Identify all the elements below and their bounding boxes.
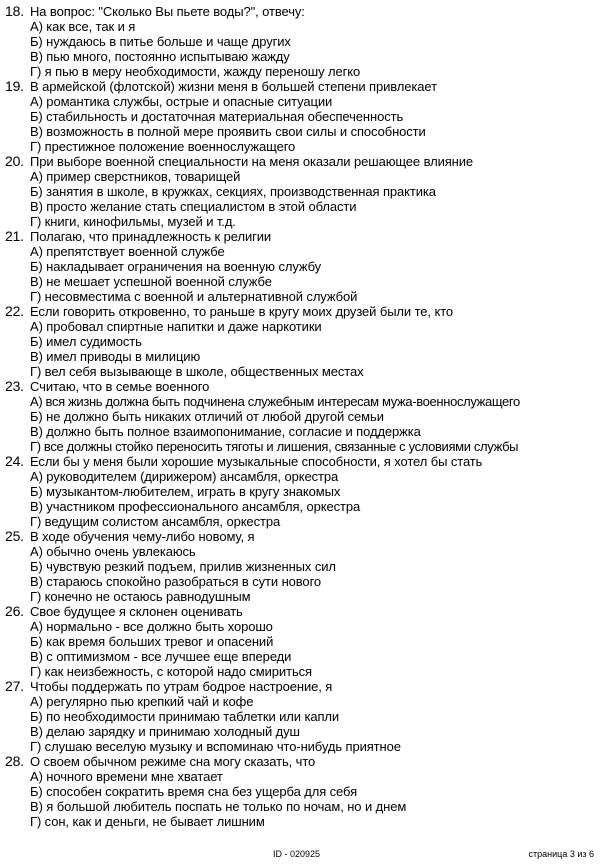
- answer-options: [5, 769, 601, 829]
- answer-option: А) препятствует военной службе: [30, 244, 225, 259]
- answer-option: Г) я пью в меру необходимости, жажду переношу легко: [30, 64, 361, 79]
- page-number: страница 3 из 6: [528, 849, 594, 859]
- answer-option: В) не мешает успешной военной службе: [30, 274, 272, 289]
- answer-option: Б) имел судимость: [30, 334, 142, 349]
- answer-option: А) нормально - все должно быть хорошо: [30, 619, 273, 634]
- answer-option: Б) стабильность и достаточная материальная обеспеченность: [30, 109, 404, 124]
- question-number: 22.: [5, 303, 24, 319]
- answer-option: Г) сон, как и деньги, не бывает лишним: [30, 814, 265, 829]
- answer-option: В) я большой любитель поспать не только по ночам, но и днем: [30, 799, 407, 814]
- questionnaire: [5, 4, 601, 829]
- question-block: [5, 454, 601, 529]
- question-text: В армейской (флотской) жизни меня в большей степени привлекает: [30, 79, 437, 94]
- answer-option: А) пример сверстников, товарищей: [30, 169, 241, 184]
- question-number: 26.: [5, 603, 24, 619]
- question-header: [5, 604, 601, 619]
- question-text: В ходе обучения чему-либо новому, я: [30, 529, 255, 544]
- question-header: [5, 79, 601, 94]
- answer-option: Б) нуждаюсь в питье больше и чаще других: [30, 34, 291, 49]
- question-header: [5, 154, 601, 169]
- answer-option: В) просто желание стать специалистом в этой области: [30, 199, 357, 214]
- answer-option: А) ночного времени мне хватает: [30, 769, 223, 784]
- answer-option: В) делаю зарядку и принимаю холодный душ: [30, 724, 300, 739]
- document-id: ID - 020925: [273, 849, 321, 859]
- question-text: На вопрос: "Сколько Вы пьете воды?", отвечу:: [30, 4, 305, 19]
- question-header: [5, 304, 601, 319]
- answer-option: Г) конечно не остаюсь равнодушным: [30, 589, 251, 604]
- answer-option: Б) способен сократить время сна без ущерба для себя: [30, 784, 358, 799]
- answer-options: [5, 244, 601, 304]
- question-header: [5, 4, 601, 19]
- answer-options: [5, 619, 601, 679]
- answer-option: Б) не должно быть никаких отличий от любой другой семьи: [30, 409, 384, 424]
- answer-option: Б) музыкантом-любителем, играть в кругу знакомых: [30, 484, 341, 499]
- answer-options: [5, 394, 601, 454]
- answer-option: В) участником профессионального ансамбля, оркестра: [30, 499, 361, 514]
- answer-option: Г) книги, кинофильмы, музей и т.д.: [30, 214, 236, 229]
- answer-option: Б) занятия в школе, в кружках, секциях, производственная практика: [30, 184, 436, 199]
- question-header: [5, 754, 601, 769]
- question-text: Полагаю, что принадлежность к религии: [30, 229, 272, 244]
- question-header: [5, 679, 601, 694]
- question-text: Чтобы поддержать по утрам бодрое настроение, я: [30, 679, 333, 694]
- question-number: 18.: [5, 3, 24, 19]
- answer-option: В) с оптимизмом - все лучшее еще впереди: [30, 649, 292, 664]
- question-number: 24.: [5, 453, 24, 469]
- question-block: [5, 679, 601, 754]
- question-text: Если бы у меня были хорошие музыкальные способности, я хотел бы стать: [30, 454, 483, 469]
- answer-option: Г) слушаю веселую музыку и вспоминаю что-нибудь приятное: [30, 739, 401, 754]
- answer-option: В) возможность в полной мере проявить свои силы и способности: [30, 124, 426, 139]
- question-number: 20.: [5, 153, 24, 169]
- answer-options: [5, 694, 601, 754]
- question-block: [5, 754, 601, 829]
- question-text: Если говорить откровенно, то раньше в кругу моих друзей были те, кто: [30, 304, 454, 319]
- question-text: О своем обычном режиме сна могу сказать, что: [30, 754, 316, 769]
- answer-option: А) руководителем (дирижером) ансамбля, оркестра: [30, 469, 339, 484]
- answer-option: Б) по необходимости принимаю таблетки или капли: [30, 709, 340, 724]
- answer-options: [5, 19, 601, 79]
- question-header: [5, 229, 601, 244]
- answer-option: В) стараюсь спокойно разобраться в сути нового: [30, 574, 322, 589]
- answer-option: В) пью много, постоянно испытываю жажду: [30, 49, 290, 64]
- question-number: 27.: [5, 678, 24, 694]
- answer-option: Б) чувствую резкий подъем, прилив жизненных сил: [30, 559, 336, 574]
- question-header: [5, 529, 601, 544]
- answer-option: Г) несовместима с военной и альтернативной службой: [30, 289, 358, 304]
- answer-option: А) как все, так и я: [30, 19, 136, 34]
- question-text: При выборе военной специальности на меня оказали решающее влияние: [30, 154, 474, 169]
- answer-option: Г) вел себя вызывающе в школе, общественных местах: [30, 364, 364, 379]
- question-text: Считаю, что в семье военного: [30, 379, 210, 394]
- answer-option: Г) ведущим солистом ансамбля, оркестра: [30, 514, 281, 529]
- answer-option: Г) все должны стойко переносить тяготы и лишения, связанные с условиями службы: [30, 439, 519, 454]
- answer-option: А) пробовал спиртные напитки и даже наркотики: [30, 319, 322, 334]
- answer-options: [5, 319, 601, 379]
- answer-options: [5, 94, 601, 154]
- question-number: 19.: [5, 78, 24, 94]
- answer-option: Г) престижное положение военнослужащего: [30, 139, 296, 154]
- answer-option: Б) как время больших тревог и опасений: [30, 634, 274, 649]
- answer-option: А) романтика службы, острые и опасные ситуации: [30, 94, 333, 109]
- question-block: [5, 229, 601, 304]
- answer-option: В) должно быть полное взаимопонимание, согласие и поддержка: [30, 424, 421, 439]
- answer-option: Б) накладывает ограничения на военную службу: [30, 259, 322, 274]
- question-block: [5, 79, 601, 154]
- answer-options: [5, 469, 601, 529]
- question-block: [5, 304, 601, 379]
- question-block: [5, 604, 601, 679]
- answer-option: А) обычно очень увлекаюсь: [30, 544, 196, 559]
- question-header: [5, 379, 601, 394]
- question-block: [5, 154, 601, 229]
- question-block: [5, 379, 601, 454]
- answer-options: [5, 169, 601, 229]
- question-number: 23.: [5, 378, 24, 394]
- question-number: 28.: [5, 753, 24, 769]
- answer-options: [5, 544, 601, 604]
- question-number: 21.: [5, 228, 24, 244]
- question-block: [5, 4, 601, 79]
- question-text: Свое будущее я склонен оценивать: [30, 604, 243, 619]
- question-number: 25.: [5, 528, 24, 544]
- answer-option: В) имел приводы в милицию: [30, 349, 201, 364]
- answer-option: А) вся жизнь должна быть подчинена служебным интересам мужа-военнослужащего: [30, 394, 520, 409]
- question-header: [5, 454, 601, 469]
- answer-option: Г) как неизбежность, с которой надо смириться: [30, 664, 312, 679]
- question-block: [5, 529, 601, 604]
- answer-option: А) регулярно пью крепкий чай и кофе: [30, 694, 254, 709]
